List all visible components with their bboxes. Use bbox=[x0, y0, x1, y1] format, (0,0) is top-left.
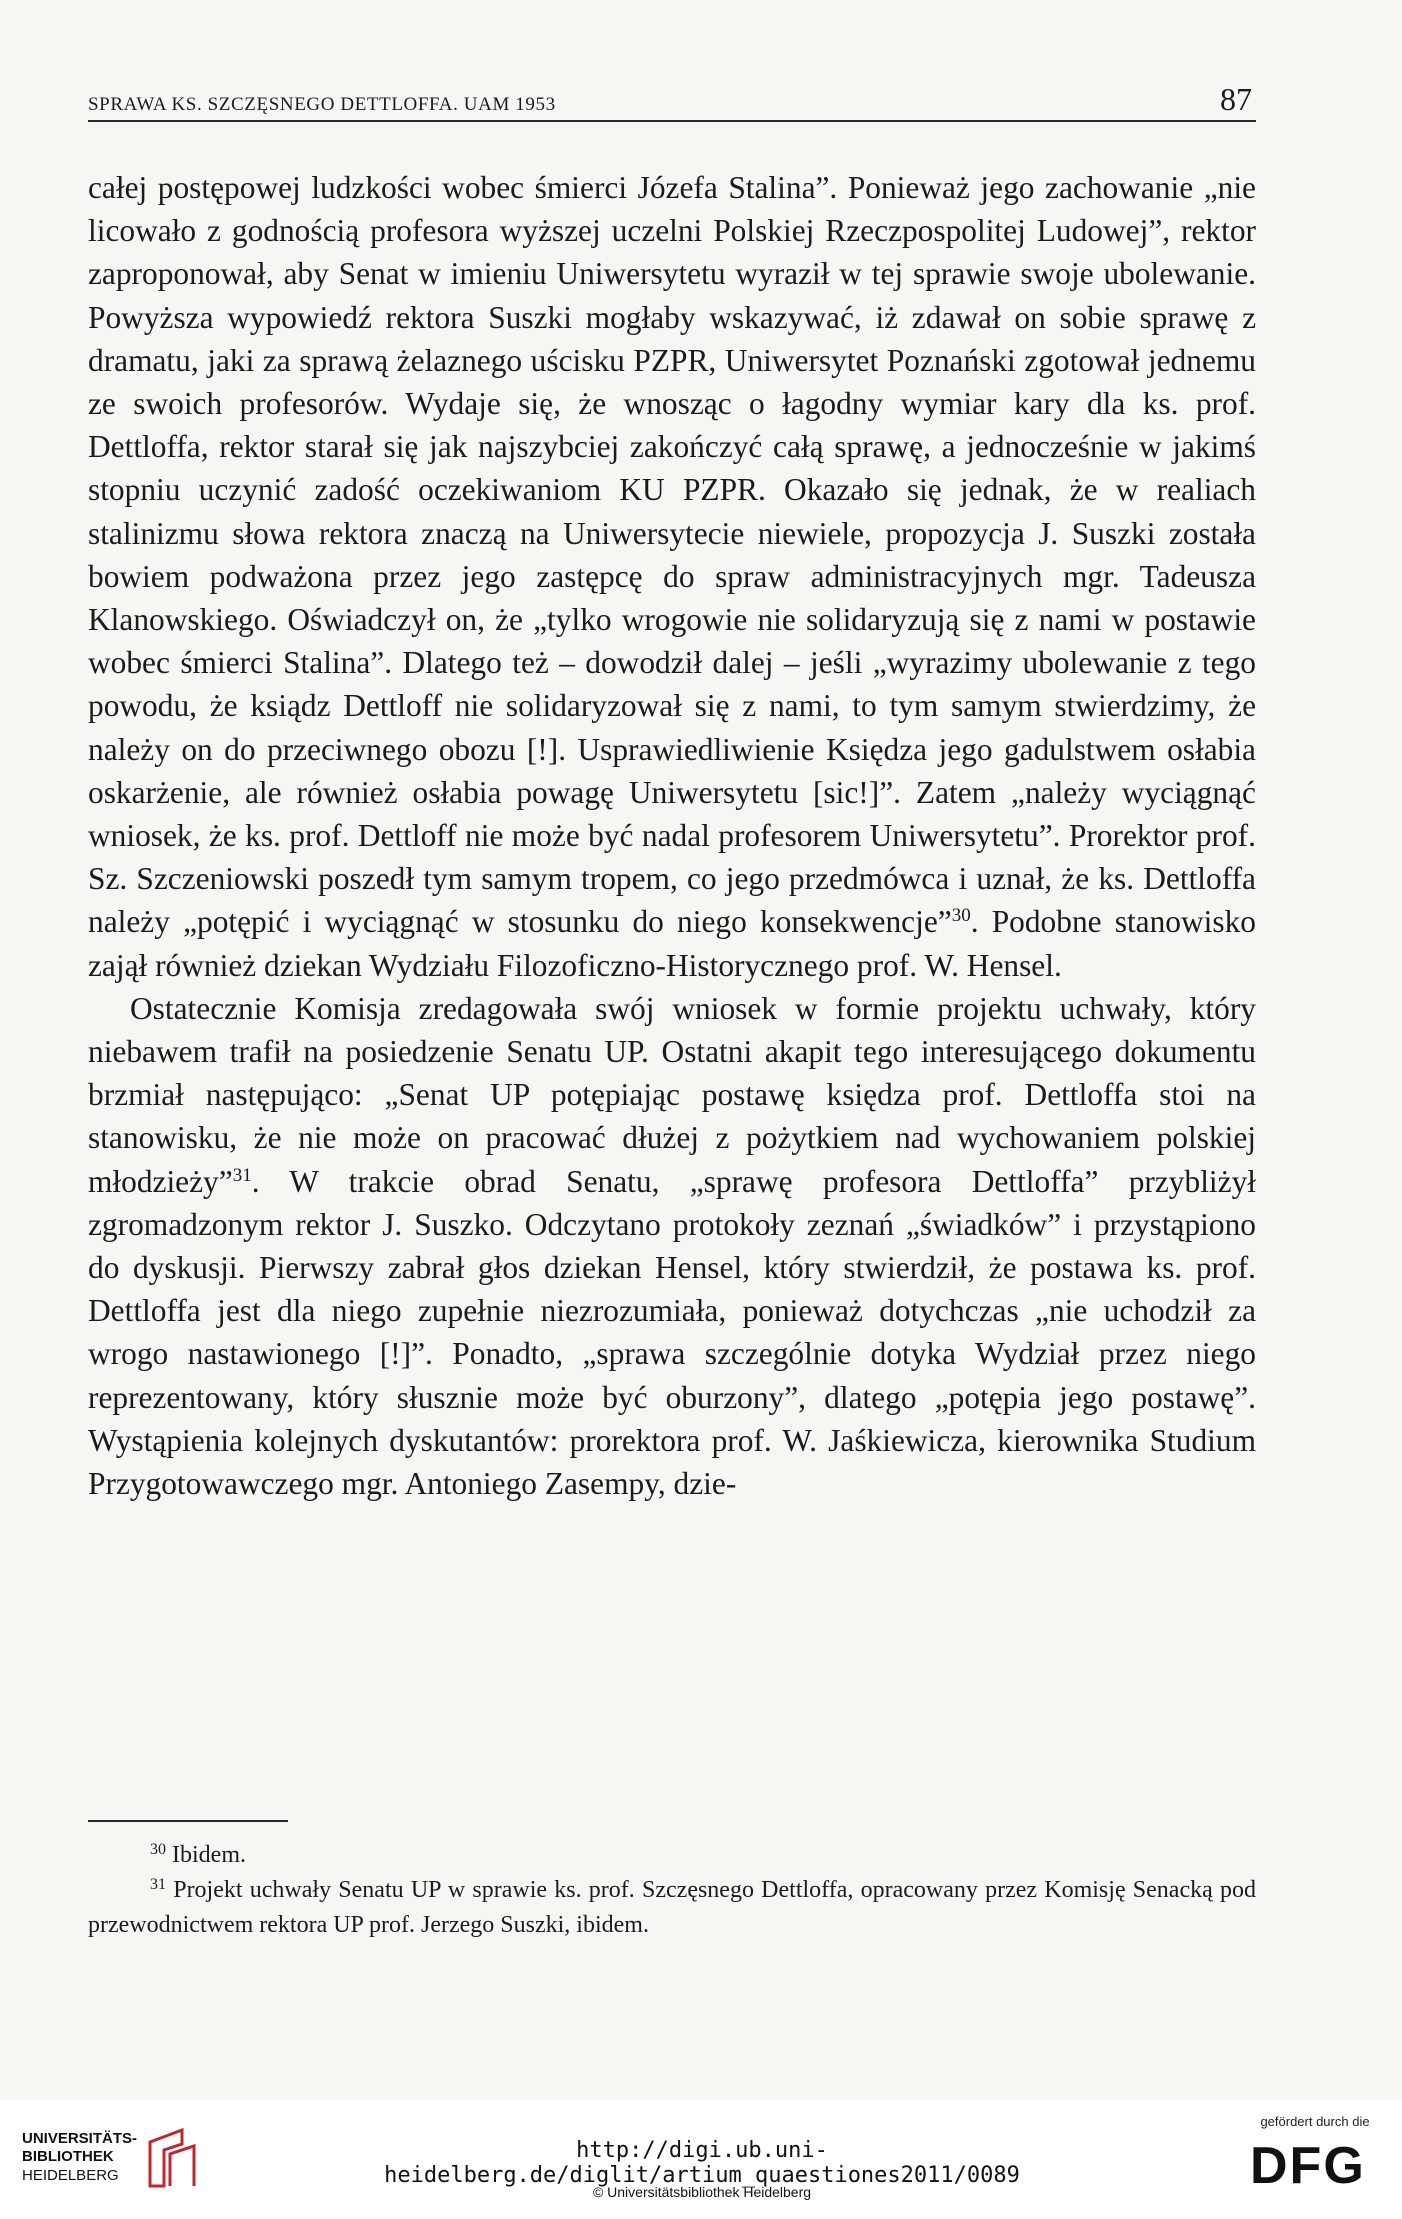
footnote-text: Projekt uchwały Senatu UP w sprawie ks. prof. Szczęsnego Dettloffa, opracowany przez Komisję Senacką pod przewodnictwem rektora UP prof. Jerzego Suszki, ibidem. bbox=[88, 1877, 1256, 1938]
library-name-line3: HEIDELBERG bbox=[22, 2167, 119, 2184]
footnote-text: Ibidem. bbox=[166, 1842, 246, 1868]
footnote-31 bbox=[88, 1873, 1256, 1943]
library-footer bbox=[0, 2100, 1402, 2219]
paragraph-1-tail: . Podobne stanowisko zajął również dziekan Wydziału Filozoficzno-Historycznego prof. W. Hensel. bbox=[88, 904, 1256, 983]
body-text bbox=[88, 166, 1256, 1505]
paragraph-2 bbox=[88, 987, 1256, 1505]
footnote-ref-31[interactable]: 31 bbox=[232, 1164, 252, 1186]
running-title: SPRAWA KS. SZCZĘSNEGO DETTLOFFA. UAM 1953 bbox=[88, 94, 556, 115]
paragraph-1-text: całej postępowej ludzkości wobec śmierci Józefa Stalina”. Ponieważ jego zachowanie „nie licowało z godnością profesora wyższej uczelni Polskiej Rzeczpospolitej Ludowej”, rektor zaproponował, aby Senat w imieniu Uniwersytetu wyraził w tej sprawie swoje ubolewanie. Powyższa wypowiedź rektora Suszki mogłaby wskazywać, iż zdawał on sobie sprawę z dramatu, jaki za sprawą żelaznego uścisku PZPR, Uniwersytet Poznański zgotował jednemu ze swoich profesorów. Wydaje się, że wnosząc o łagodny wymiar kary dla ks. prof. Dettloffa, rektor starał się jak najszybciej zakończyć całą sprawę, a jednocześnie w jakimś stopniu uczynić zadość oczekiwaniom KU PZPR. Okazało się jednak, że w realiach stalinizmu słowa rektora znaczą na Uniwersytecie niewiele, propozycja J. Suszki została bowiem podważona przez jego zastępcę do spraw administracyjnych mgr. Tadeusza Klanowskiego. Oświadczył on, że „tylko wrogowie nie solidaryzują się z nami w postawie wobec śmierci Stalina”. Dlatego też – dowodził dalej – jeśli „wyrazimy ubolewanie z tego powodu, że ksiądz Dettloff nie solidaryzował się z nami, to tym samym stwierdzimy, że należy on do przeciwnego obozu [!]. Usprawiedliwienie Księdza jego gadulstwem osłabia oskarżenie, ale również osłabia powagę Uniwersytetu [sic!]”. Zatem „należy wyciągnąć wniosek, że ks. prof. Dettloff nie może być nadal profesorem Uniwersytetu”. Prorektor prof. Sz. Szczeniowski poszedł tym samym tropem, co jego przedmówca i uznał, że ks. Dettloffa należy „potępić i wyciągnąć w stosunku do niego konsekwencje” bbox=[88, 170, 1256, 940]
ub-heidelberg-logo[interactable] bbox=[22, 2124, 212, 2204]
footnote-30 bbox=[88, 1838, 1256, 1873]
paragraph-2-tail: . W trakcie obrad Senatu, „sprawę profesora Dettloffa” przybliżył zgromadzonym rektor J. Suszko. Odczytano protokoły zeznań „świadków” i przystąpiono do dyskusji. Pierwszy zabrał głos dziekan Hensel, który stwierdził, że postawa ks. prof. Dettloffa jest dla niego zupełnie niezrozumiała, ponieważ dotychczas „nie uchodził za wrogo nastawionego [!]”. Ponadto, „sprawa szczególnie dotyka Wydział przez niego reprezentowany, który słusznie może być oburzony”, dlatego „potępia jego postawę”. Wystąpienia kolejnych dyskutantów: prorektora prof. W. Jaśkiewicza, kierownika Studium Przygotowawczego mgr. Antoniego Zasempy, dzie- bbox=[88, 1163, 1256, 1502]
footnote-number: 31 bbox=[150, 1876, 166, 1893]
paragraph-1 bbox=[88, 166, 1256, 987]
dfg-caption: gefördert durch die bbox=[1260, 2114, 1370, 2129]
footnote-number: 30 bbox=[150, 1841, 166, 1858]
footnotes bbox=[88, 1838, 1256, 1943]
library-name-line1: UNIVERSITÄTS- bbox=[22, 2130, 138, 2147]
permalink-url[interactable]: http://digi.ub.uni-heidelberg.de/diglit/artium_quaestiones2011/0089 bbox=[384, 2138, 1020, 2188]
paragraph-2-text: Ostatecznie Komisja zredagowała swój wniosek w formie projektu uchwały, który niebawem trafił na posiedzenie Senatu UP. Ostatni akapit tego interesującego dokumentu brzmiał następująco: „Senat UP potępiając postawę księdza prof. Dettloffa stoi na stanowisku, że nie może on pracować dłużej z pożytkiem nad wychowaniem polskiej młodzieży” bbox=[88, 990, 1256, 1199]
dfg-logo[interactable] bbox=[1240, 2114, 1390, 2209]
footnote-ref-30[interactable]: 30 bbox=[951, 905, 971, 927]
ub-emblem-icon bbox=[142, 2124, 202, 2194]
copyright-notice: © Universitätsbibliothek Heidelberg bbox=[592, 2184, 812, 2200]
page-number: 87 bbox=[1220, 81, 1252, 117]
library-name-line2: BIBLIOTHEK bbox=[22, 2148, 114, 2165]
footnote-divider bbox=[88, 1820, 288, 1822]
running-head bbox=[88, 70, 1256, 122]
dfg-wordmark: DFG bbox=[1250, 2137, 1366, 2195]
